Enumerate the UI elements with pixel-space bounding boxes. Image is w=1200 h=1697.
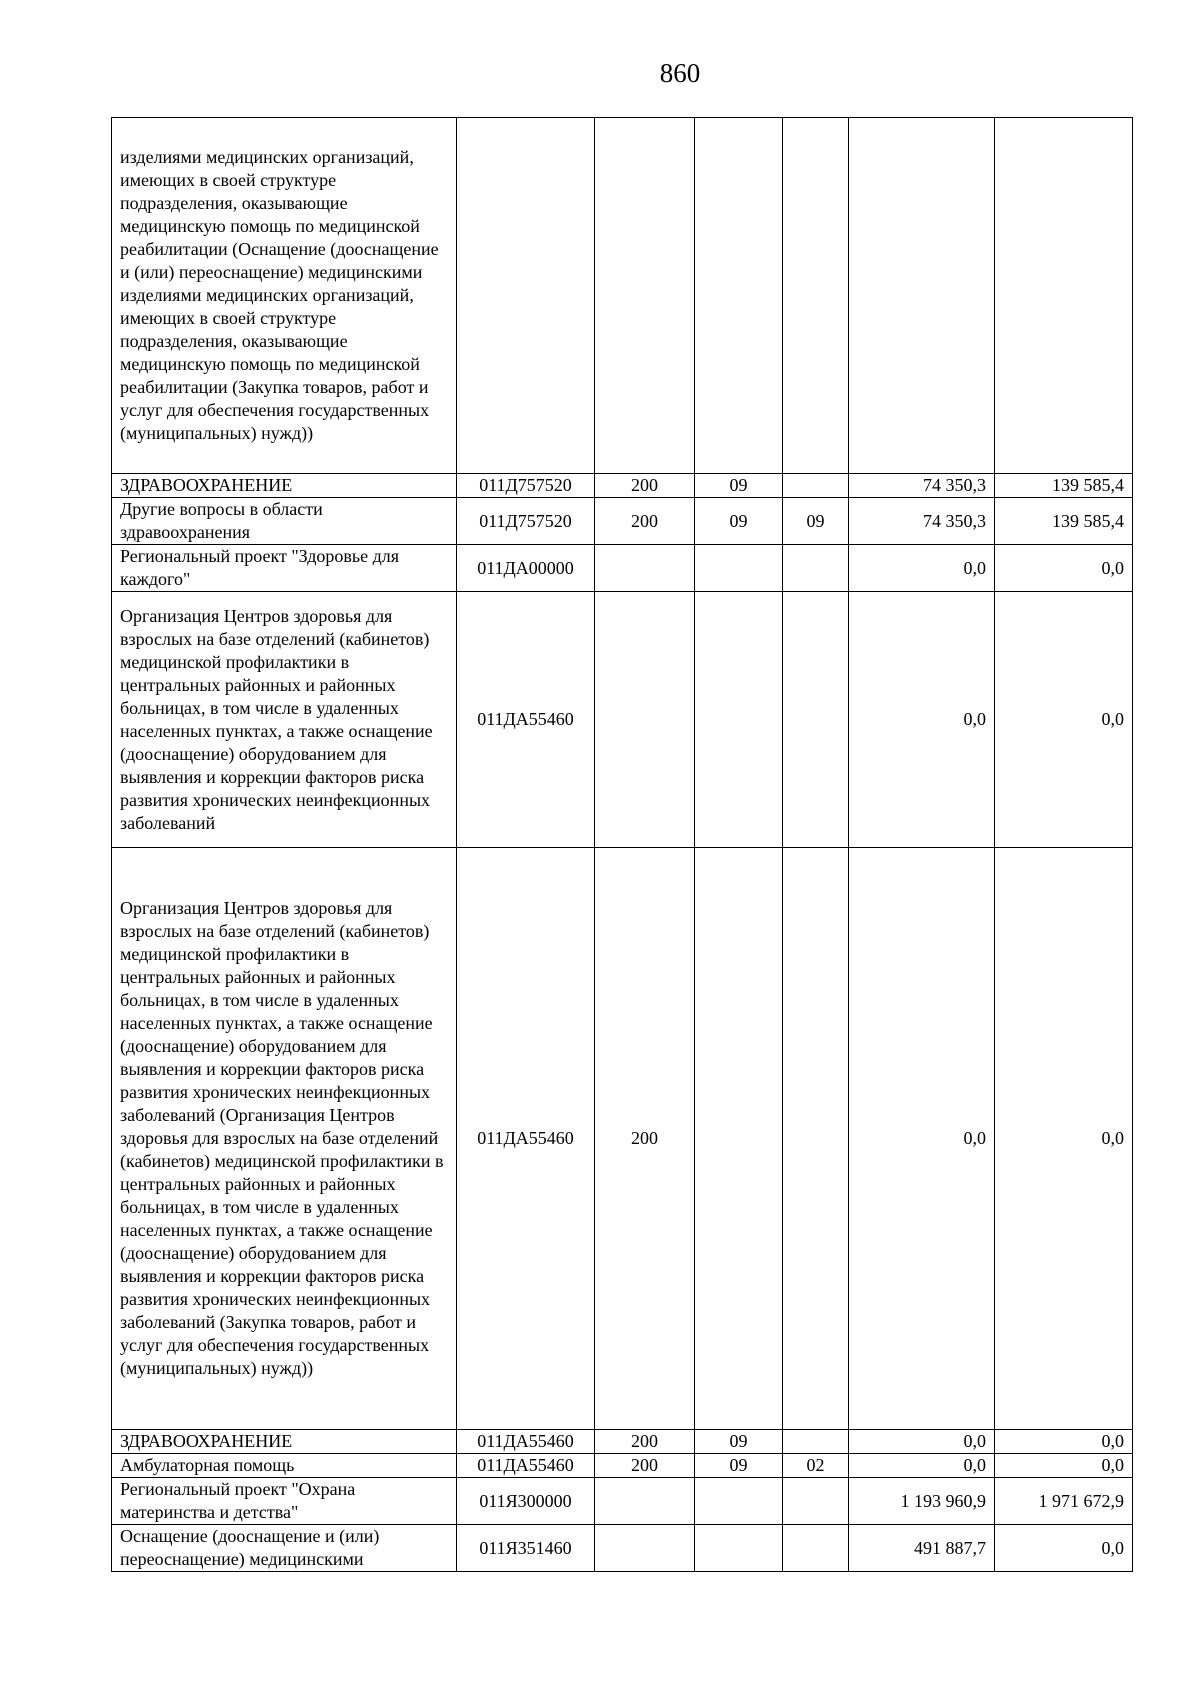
table-row — [112, 592, 1133, 848]
cell-name: Региональный проект "Здоровье для каждого" — [112, 545, 457, 592]
cell-rz: 09 — [695, 498, 783, 545]
cell-sum2: 0,0 — [995, 848, 1133, 1430]
cell-code: 011ДА00000 — [457, 545, 595, 592]
cell-code: 011Я351460 — [457, 1525, 595, 1572]
cell-pr: 02 — [783, 1454, 849, 1478]
table-row — [112, 1454, 1133, 1478]
cell-pr — [783, 545, 849, 592]
table-row — [112, 1525, 1133, 1572]
cell-rz: 09 — [695, 1454, 783, 1478]
cell-sum2: 139 585,4 — [995, 498, 1133, 545]
table-row — [112, 118, 1133, 474]
cell-rz — [695, 1525, 783, 1572]
budget-table — [111, 117, 1133, 1572]
cell-sum1: 491 887,7 — [849, 1525, 995, 1572]
cell-sum2: 0,0 — [995, 592, 1133, 848]
cell-sum1: 0,0 — [849, 1430, 995, 1454]
cell-vr — [595, 118, 695, 474]
cell-pr — [783, 592, 849, 848]
cell-vr: 200 — [595, 498, 695, 545]
cell-vr: 200 — [595, 848, 695, 1430]
cell-sum2: 0,0 — [995, 1430, 1133, 1454]
cell-sum1 — [849, 118, 995, 474]
cell-vr: 200 — [595, 474, 695, 498]
cell-code: 011ДА55460 — [457, 848, 595, 1430]
cell-name: Региональный проект "Охрана материнства и детства" — [112, 1478, 457, 1525]
cell-pr — [783, 1478, 849, 1525]
cell-sum2 — [995, 118, 1133, 474]
cell-code: 011ДА55460 — [457, 592, 595, 848]
cell-code: 011Д757520 — [457, 474, 595, 498]
cell-code: 011Д757520 — [457, 498, 595, 545]
table-row — [112, 498, 1133, 545]
cell-sum1: 74 350,3 — [849, 498, 995, 545]
cell-code: 011ДА55460 — [457, 1430, 595, 1454]
cell-name: ЗДРАВООХРАНЕНИЕ — [112, 474, 457, 498]
cell-vr — [595, 1478, 695, 1525]
cell-pr — [783, 474, 849, 498]
cell-pr — [783, 1525, 849, 1572]
table-row — [112, 1430, 1133, 1454]
cell-sum2: 0,0 — [995, 545, 1133, 592]
cell-sum2: 139 585,4 — [995, 474, 1133, 498]
cell-sum1: 0,0 — [849, 592, 995, 848]
cell-code: 011ДА55460 — [457, 1454, 595, 1478]
cell-rz — [695, 118, 783, 474]
cell-name: ЗДРАВООХРАНЕНИЕ — [112, 1430, 457, 1454]
cell-sum2: 1 971 672,9 — [995, 1478, 1133, 1525]
cell-name: изделиями медицинских организаций, имеющих в своей структуре подразделения, оказывающие медицинскую помощь по медицинской реабилитации (Оснащение (дооснащение и (или) переоснащение) медицинскими изделиями медицинских организаций, имеющих в своей структуре подразделения, оказывающие медицинскую помощь по медицинской реабилитации (Закупка товаров, работ и услуг для обеспечения государственных (муниципальных) нужд)) — [112, 118, 457, 474]
table-row — [112, 1478, 1133, 1525]
cell-rz — [695, 545, 783, 592]
table-row — [112, 848, 1133, 1430]
cell-vr: 200 — [595, 1430, 695, 1454]
cell-vr — [595, 592, 695, 848]
cell-sum1: 0,0 — [849, 1454, 995, 1478]
cell-rz — [695, 592, 783, 848]
page-number: 860 — [659, 58, 701, 88]
cell-name: Организация Центров здоровья для взрослых на базе отделений (кабинетов) медицинской профилактики в центральных районных и районных больницах, в том числе в удаленных населенных пунктах, а также оснащение (дооснащение) оборудованием для выявления и коррекции факторов риска развития хронических неинфекционных заболеваний (Организация Центров здоровья для взрослых на базе отделений (кабинетов) медицинской профилактики в центральных районных и районных больницах, в том числе в удаленных населенных пунктах, а также оснащение (дооснащение) оборудованием для выявления и коррекции факторов риска развития хронических неинфекционных заболеваний (Закупка товаров, работ и услуг для обеспечения государственных (муниципальных) нужд)) — [112, 848, 457, 1430]
cell-sum2: 0,0 — [995, 1454, 1133, 1478]
cell-sum1: 0,0 — [849, 848, 995, 1430]
cell-sum2: 0,0 — [995, 1525, 1133, 1572]
cell-rz: 09 — [695, 474, 783, 498]
cell-sum1: 1 193 960,9 — [849, 1478, 995, 1525]
table-row — [112, 474, 1133, 498]
cell-vr — [595, 1525, 695, 1572]
cell-vr — [595, 545, 695, 592]
cell-sum1: 0,0 — [849, 545, 995, 592]
cell-rz: 09 — [695, 1430, 783, 1454]
cell-name: Организация Центров здоровья для взрослых на базе отделений (кабинетов) медицинской профилактики в центральных районных и районных больницах, в том числе в удаленных населенных пунктах, а также оснащение (дооснащение) оборудованием для выявления и коррекции факторов риска развития хронических неинфекционных заболеваний — [112, 592, 457, 848]
cell-pr — [783, 1430, 849, 1454]
cell-name: Другие вопросы в области здравоохранения — [112, 498, 457, 545]
cell-code — [457, 118, 595, 474]
cell-name: Оснащение (дооснащение и (или) переоснащение) медицинскими — [112, 1525, 457, 1572]
cell-pr — [783, 118, 849, 474]
cell-name: Амбулаторная помощь — [112, 1454, 457, 1478]
cell-sum1: 74 350,3 — [849, 474, 995, 498]
table-row — [112, 545, 1133, 592]
cell-pr — [783, 848, 849, 1430]
cell-pr: 09 — [783, 498, 849, 545]
cell-code: 011Я300000 — [457, 1478, 595, 1525]
cell-rz — [695, 1478, 783, 1525]
cell-vr: 200 — [595, 1454, 695, 1478]
cell-rz — [695, 848, 783, 1430]
